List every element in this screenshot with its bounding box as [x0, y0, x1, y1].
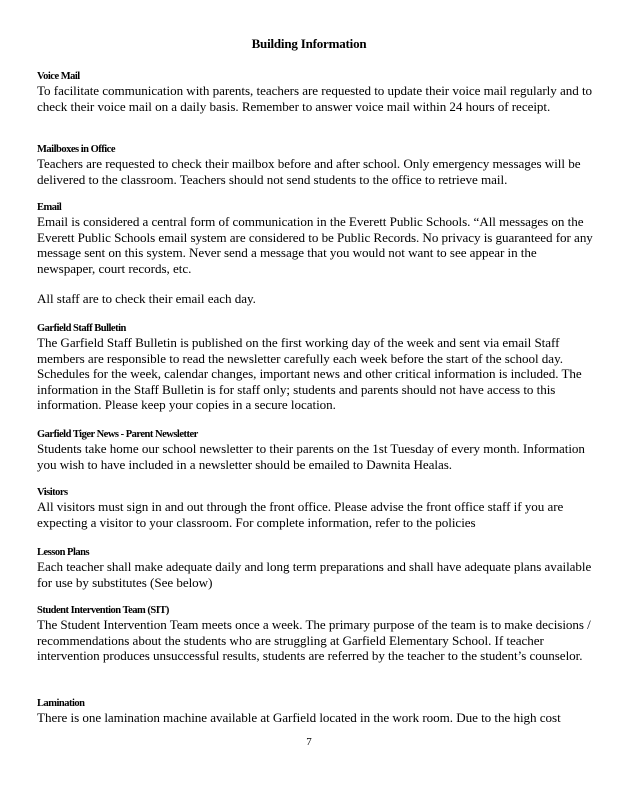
section-tiger-news — [37, 428, 597, 472]
section-body: Teachers are requested to check their mailbox before and after school. Only emergency messages will be delivered to the classroom. Teachers should not send students to the office to retrieve mail. — [37, 156, 581, 187]
section-email — [37, 201, 597, 307]
section-mailboxes — [37, 143, 597, 187]
section-voice-mail — [37, 70, 597, 114]
section-heading: Garfield Tiger News - Parent Newsletter — [37, 429, 198, 440]
section-body: To facilitate communication with parents, teachers are requested to update their voice mail regularly and to check their voice mail on a daily basis. Remember to answer voice mail within 24 hours of receipt. — [37, 83, 593, 114]
section-heading: Lesson Plans — [37, 547, 90, 558]
section-body-extra: All staff are to check their email each day. — [37, 291, 256, 306]
section-staff-bulletin — [37, 322, 597, 413]
section-student-intervention — [37, 604, 597, 664]
section-heading: Mailboxes in Office — [37, 144, 115, 155]
section-body: Email is considered a central form of communication in the Everett Public Schools. “All messages on the Everett Public Schools email system are considered to be Public Records. No privacy is guaranteed for any message sent on this system. Never send a message that you would not want to see appear in the newspaper, court records, etc. — [37, 214, 593, 276]
section-lesson-plans — [37, 546, 597, 590]
section-body: Students take home our school newsletter to their parents on the 1st Tuesday of every month. Information you wish to have included in a newsletter should be emailed to Dawnita Healas. — [37, 441, 585, 472]
section-lamination — [37, 697, 597, 726]
section-body: There is one lamination machine available at Garfield located in the work room. Due to the high cost — [37, 710, 561, 725]
section-heading: Email — [37, 202, 62, 213]
section-body: Each teacher shall make adequate daily and long term preparations and shall have adequate plans available for use by substitutes (See below) — [37, 559, 592, 590]
section-body: All visitors must sign in and out through the front office. Please advise the front office staff if you are expecting a visitor to your classroom. For complete information, refer to the policies — [37, 499, 564, 530]
section-visitors — [37, 486, 597, 530]
section-heading: Student Intervention Team (SIT) — [37, 605, 169, 616]
section-body: The Student Intervention Team meets once a week. The primary purpose of the team is to make decisions / recommendations about the students who are struggling at Garfield Elementary School. If teacher intervention produces unsuccessful results, students are referred by the teacher to the student’s counselor. — [37, 617, 591, 663]
page-title: Building Information — [251, 36, 367, 51]
page-number: 7 — [306, 736, 312, 748]
section-heading: Lamination — [37, 698, 85, 709]
section-body: The Garfield Staff Bulletin is published on the first working day of the week and sent via email Staff members are responsible to read the newsletter carefully each week before the start of the school day. Schedules for the week, calendar changes, important news and other critical information is included. The information in the Staff Bulletin is for staff only; students and parents should not have access to this information. Please keep your copies in a secure location. — [37, 335, 582, 412]
section-heading: Garfield Staff Bulletin — [37, 323, 126, 334]
section-heading: Voice Mail — [37, 71, 80, 82]
section-heading: Visitors — [37, 487, 68, 498]
